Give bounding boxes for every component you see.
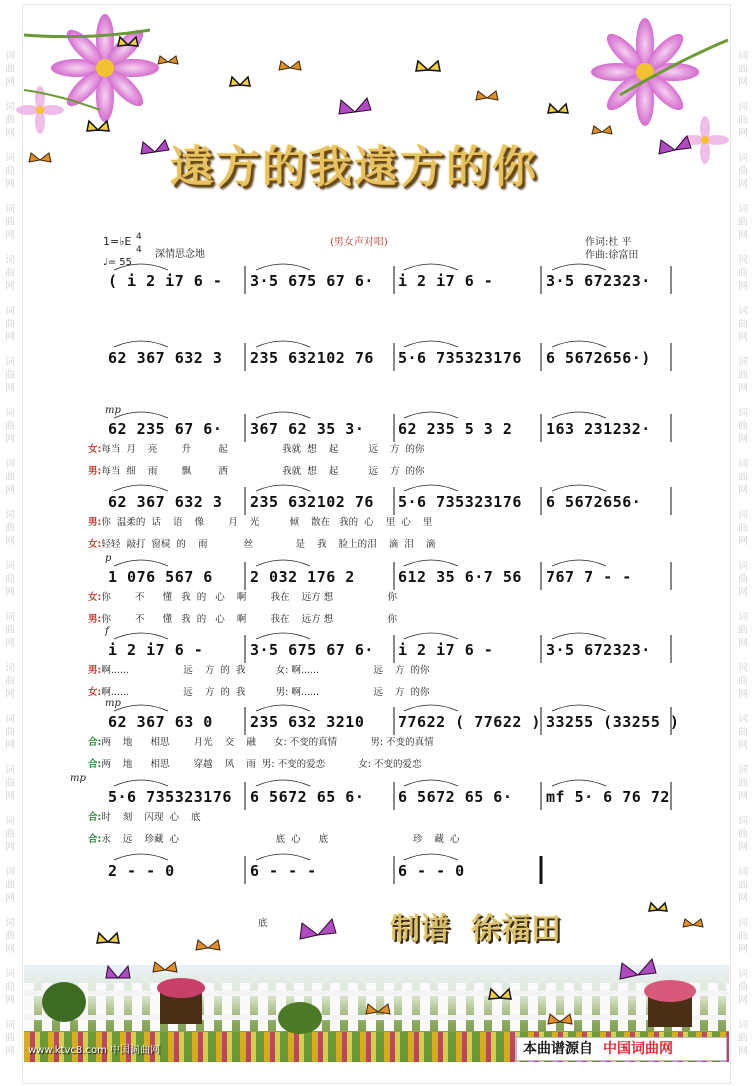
dynamic-marking: mp [70, 773, 86, 784]
lyric-text: 两 地 相思 月光 交 融 女: 不变的真情 男: 不变的真情 [101, 737, 434, 748]
measure-notes: 62 235 5 3 2 [398, 420, 513, 438]
watermark-char: 曲 [738, 829, 748, 840]
dynamic-marking: mp [105, 698, 121, 709]
watermark-char: 网 [5, 1046, 15, 1057]
measure-notes: 235 632102 76 [250, 493, 374, 511]
measure-notes: 3·5 672323· [546, 272, 651, 290]
watermark-char: 曲 [738, 421, 748, 432]
watermark-char: 词 [5, 918, 15, 929]
lyric-role: 合: [88, 834, 102, 845]
lyric-role: 男: [88, 614, 102, 625]
lyric-role: 女: [88, 592, 102, 603]
watermark-char: 词 [5, 663, 15, 674]
song-subtitle: (男女声对唱) [330, 237, 388, 248]
lyric-text: 轻轻 敲打 窗棂 的 雨 丝 是 我 脸上的泪 滴 泪 滴 [101, 539, 436, 550]
lyric-role: 合: [88, 812, 102, 823]
watermark-char: 网 [738, 281, 748, 292]
lyric-role: 男: [88, 517, 102, 528]
right-watermark [735, 50, 751, 1070]
watermark-char: 曲 [5, 472, 15, 483]
watermark-char: 词 [738, 459, 748, 470]
watermark-char: 网 [738, 842, 748, 853]
watermark-char: 词 [5, 714, 15, 725]
lyricist-credit: 作词:杜 平 [585, 237, 632, 248]
measure-notes: i 2 i7 6 - [398, 272, 494, 290]
measure-notes: 367 62 35 3· [250, 420, 365, 438]
watermark-char: 词 [5, 102, 15, 113]
watermark-char: 词 [738, 867, 748, 878]
lyric-text: 你 不 懂 我 的 心 啊 我在 远方 想 你 [101, 614, 397, 625]
lyric-role: 合: [88, 737, 102, 748]
lyric-line [88, 687, 429, 699]
watermark-char: 曲 [738, 676, 748, 687]
watermark-char: 网 [5, 638, 15, 649]
lyric-line [88, 592, 397, 604]
watermark-char: 曲 [738, 1033, 748, 1044]
lyric-role: 合: [88, 759, 102, 770]
watermark-char: 曲 [5, 421, 15, 432]
watermark-char: 曲 [738, 472, 748, 483]
watermark-char: 网 [5, 128, 15, 139]
watermark-char: 曲 [738, 64, 748, 75]
watermark-char: 网 [5, 893, 15, 904]
watermark-char: 网 [738, 944, 748, 955]
measure-notes: 2 032 176 2 [250, 568, 355, 586]
lyric-text: 两 地 相思 穿越 风 雨 男: 不变的爱恋 女: 不变的爱恋 [101, 759, 422, 770]
watermark-char: 曲 [738, 523, 748, 534]
watermark-char: 词 [5, 153, 15, 164]
watermark-char: 曲 [738, 982, 748, 993]
measure-notes: 62 367 63 0 [108, 713, 213, 731]
watermark-char: 曲 [738, 931, 748, 942]
lyric-text: 啊...... 远 方 的 我 男: 啊...... 远 方 的你 [101, 687, 430, 698]
measure-notes: 612 35 6·7 56 [398, 568, 522, 586]
measure-notes: 3·5 672323· [546, 641, 651, 659]
watermark-char: 词 [5, 561, 15, 572]
measure-notes: 5·6 735323176 [398, 493, 522, 511]
lyric-line [88, 466, 425, 478]
lyric-line [88, 665, 429, 677]
watermark-char: 曲 [5, 982, 15, 993]
measure-notes: 235 632102 76 [250, 349, 374, 367]
watermark-char: 曲 [5, 370, 15, 381]
watermark-char: 曲 [5, 625, 15, 636]
lyric-line [258, 918, 268, 930]
lyric-line [88, 444, 425, 456]
watermark-char: 网 [738, 893, 748, 904]
watermark-char: 网 [738, 179, 748, 190]
watermark-char: 词 [738, 1020, 748, 1031]
watermark-char: 曲 [5, 676, 15, 687]
watermark-char: 网 [738, 485, 748, 496]
lyric-text: 底 [258, 918, 268, 929]
watermark-char: 词 [738, 918, 748, 929]
watermark-char: 曲 [738, 778, 748, 789]
watermark-char: 词 [5, 765, 15, 776]
watermark-char: 曲 [5, 778, 15, 789]
watermark-char: 曲 [5, 1033, 15, 1044]
watermark-char: 词 [738, 255, 748, 266]
watermark-char: 曲 [738, 268, 748, 279]
measure-notes: 6 5672 65 6· [250, 788, 365, 806]
watermark-char: 词 [738, 306, 748, 317]
watermark-char: 网 [738, 791, 748, 802]
watermark-char: 曲 [5, 727, 15, 738]
watermark-char: 词 [738, 102, 748, 113]
watermark-char: 网 [5, 842, 15, 853]
lyric-text: 时 刻 闪现 心 底 [101, 812, 201, 823]
dynamic-marking: p [105, 553, 112, 564]
watermark-char: 曲 [5, 115, 15, 126]
watermark-char: 曲 [738, 370, 748, 381]
watermark-char: 曲 [5, 523, 15, 534]
watermark-char: 词 [738, 204, 748, 215]
measure-notes: i 2 i7 6 - [398, 641, 494, 659]
measure-notes: 3·5 675 67 6· [250, 641, 374, 659]
watermark-char: 网 [5, 740, 15, 751]
watermark-char: 网 [5, 995, 15, 1006]
watermark-char: 词 [5, 306, 15, 317]
watermark-char: 网 [5, 587, 15, 598]
watermark-char: 曲 [738, 166, 748, 177]
watermark-char: 曲 [738, 727, 748, 738]
measure-notes: 6 5672656·) [546, 349, 651, 367]
watermark-char: 曲 [5, 166, 15, 177]
measure-notes: 6 5672656· [546, 493, 642, 511]
watermark-char: 曲 [5, 64, 15, 75]
watermark-char: 曲 [5, 880, 15, 891]
watermark-char: 曲 [5, 931, 15, 942]
lyric-role: 女: [88, 539, 102, 550]
lyric-text: 你 温柔的 话 语 像 月 光 倾 散在 我的 心 里 心 里 [101, 517, 433, 528]
watermark-char: 网 [5, 281, 15, 292]
key-signature: 1=♭E [103, 235, 132, 248]
lyric-line [88, 759, 422, 771]
lyric-text: 永 远 珍藏 心 底 心 底 珍 藏 心 [101, 834, 460, 845]
page-title: 遠方的我遠方的你 [170, 142, 538, 193]
measure-notes: 62 367 632 3 [108, 349, 223, 367]
lyric-text: 每当 月 亮 升 起 我就 想 起 远 方 的你 [101, 444, 425, 455]
watermark-char: 网 [5, 383, 15, 394]
watermark-char: 网 [5, 944, 15, 955]
watermark-char: 网 [5, 179, 15, 190]
watermark-char: 网 [738, 740, 748, 751]
watermark-char: 曲 [738, 880, 748, 891]
watermark-char: 词 [738, 714, 748, 725]
watermark-char: 网 [5, 77, 15, 88]
lyric-role: 女: [88, 444, 102, 455]
watermark-char: 词 [738, 153, 748, 164]
lyric-line [88, 614, 397, 626]
site-url: www.ktvc8.com 中国词曲网 [28, 1045, 161, 1056]
watermark-char: 网 [5, 689, 15, 700]
lyric-line [88, 517, 432, 529]
measure-notes: 6 5672 65 6· [398, 788, 513, 806]
watermark-char: 词 [5, 204, 15, 215]
lyric-text: 啊...... 远 方 的 我 女: 啊...... 远 方 的你 [101, 665, 430, 676]
watermark-char: 词 [5, 408, 15, 419]
watermark-char: 词 [5, 816, 15, 827]
watermark-char: 网 [738, 128, 748, 139]
lyric-line [88, 834, 459, 846]
expression-marking: 深情思念地 [155, 249, 205, 260]
measure-notes: mf 5· 6 76 72 [546, 788, 670, 806]
watermark-char: 网 [5, 485, 15, 496]
lyric-role: 男: [88, 665, 102, 676]
watermark-char: 词 [5, 612, 15, 623]
measure-notes: 2 - - 0 [108, 862, 175, 880]
measure-notes: 767 7 - - [546, 568, 632, 586]
watermark-char: 网 [738, 995, 748, 1006]
watermark-char: 曲 [5, 268, 15, 279]
watermark-char: 词 [738, 510, 748, 521]
left-watermark [2, 50, 18, 1070]
meter-numerator: 4 [136, 232, 142, 242]
measure-notes: 62 367 632 3 [108, 493, 223, 511]
footer-strip [24, 1062, 729, 1082]
watermark-char: 曲 [5, 319, 15, 330]
watermark-char: 词 [738, 408, 748, 419]
measure-notes: 5·6 735323176 [398, 349, 522, 367]
watermark-char: 网 [738, 536, 748, 547]
lyric-role: 女: [88, 687, 102, 698]
watermark-char: 网 [5, 791, 15, 802]
watermark-char: 词 [738, 816, 748, 827]
measure-notes: 6 - - - [250, 862, 317, 880]
source-label-prefix: 本曲谱源自 [523, 1041, 593, 1057]
measure-notes: 1 076 567 6 [108, 568, 213, 586]
measure-notes: ( i 2 i7 6 - [108, 272, 223, 290]
watermark-char: 曲 [738, 115, 748, 126]
watermark-char: 词 [738, 561, 748, 572]
watermark-char: 词 [738, 51, 748, 62]
watermark-char: 网 [738, 383, 748, 394]
watermark-char: 曲 [5, 574, 15, 585]
measure-notes: 33255 (33255 ) [546, 713, 680, 731]
composer-credit: 作曲:徐富田 [585, 250, 639, 261]
watermark-char: 网 [738, 77, 748, 88]
watermark-char: 词 [5, 510, 15, 521]
watermark-char: 词 [738, 969, 748, 980]
watermark-char: 词 [738, 663, 748, 674]
watermark-char: 网 [5, 536, 15, 547]
source-label [516, 1037, 727, 1061]
lyric-text: 每当 细 雨 飘 洒 我就 想 起 远 方 的你 [101, 466, 425, 477]
watermark-char: 词 [5, 459, 15, 470]
watermark-char: 词 [5, 969, 15, 980]
lyric-line [88, 737, 434, 749]
watermark-char: 词 [738, 612, 748, 623]
transcriber-credit: 制谱 徐福田 [390, 912, 561, 947]
lyric-text: 你 不 懂 我 的 心 啊 我在 远方 想 你 [101, 592, 397, 603]
watermark-char: 词 [5, 867, 15, 878]
watermark-char: 词 [738, 765, 748, 776]
watermark-char: 网 [738, 434, 748, 445]
tempo-marking: ♩= 55 [103, 257, 132, 268]
source-label-site: 中国词曲网 [603, 1041, 673, 1057]
watermark-char: 网 [738, 638, 748, 649]
lyric-line [88, 812, 201, 824]
watermark-char: 网 [738, 332, 748, 343]
watermark-char: 网 [738, 230, 748, 241]
watermark-char: 网 [5, 230, 15, 241]
watermark-char: 网 [5, 434, 15, 445]
watermark-char: 曲 [738, 319, 748, 330]
watermark-char: 词 [5, 357, 15, 368]
measure-notes: i 2 i7 6 - [108, 641, 204, 659]
measure-notes: 3·5 675 67 6· [250, 272, 374, 290]
watermark-char: 曲 [738, 217, 748, 228]
watermark-char: 曲 [738, 625, 748, 636]
watermark-char: 曲 [5, 217, 15, 228]
dynamic-marking: mp [105, 405, 121, 416]
meter-denominator: 4 [136, 245, 142, 255]
watermark-char: 词 [738, 357, 748, 368]
measure-notes: 77622 ( 77622 ) [398, 713, 541, 731]
measure-notes: 163 231232· [546, 420, 651, 438]
measure-notes: 62 235 67 6· [108, 420, 223, 438]
watermark-char: 曲 [5, 829, 15, 840]
measure-notes: 5·6 735323176 [108, 788, 232, 806]
watermark-char: 词 [5, 1020, 15, 1031]
lyric-line [88, 539, 435, 551]
measure-notes: 235 632 3210 [250, 713, 365, 731]
lyric-role: 男: [88, 466, 102, 477]
watermark-char: 网 [738, 689, 748, 700]
measure-notes: 6 - - 0 [398, 862, 465, 880]
watermark-char: 网 [738, 1046, 748, 1057]
watermark-char: 曲 [738, 574, 748, 585]
watermark-char: 网 [738, 587, 748, 598]
watermark-char: 词 [5, 51, 15, 62]
watermark-char: 词 [5, 255, 15, 266]
dynamic-marking: f [105, 626, 109, 637]
watermark-char: 网 [5, 332, 15, 343]
